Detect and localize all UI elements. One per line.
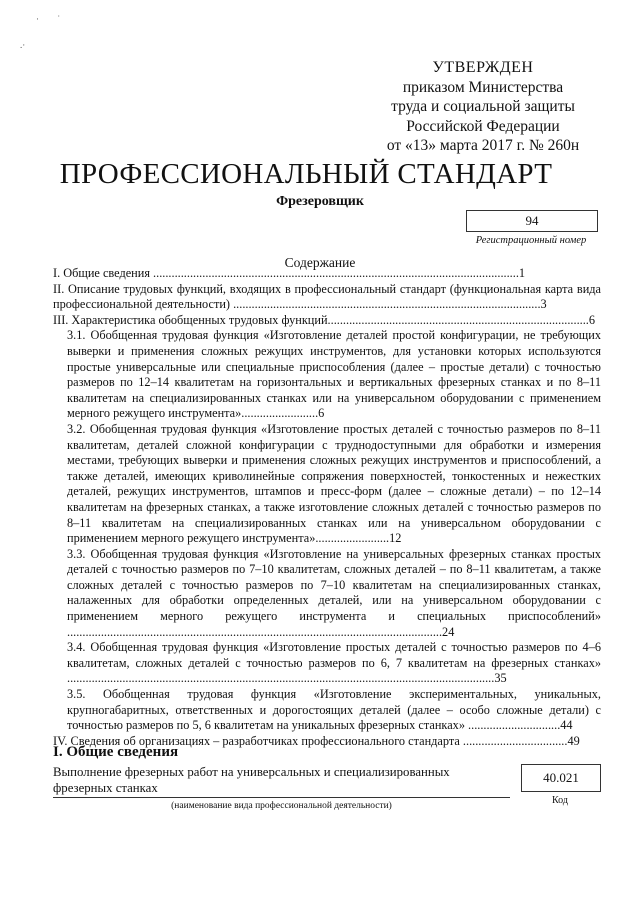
section-heading: I. Общие сведения <box>53 744 179 760</box>
table-of-contents <box>53 266 601 749</box>
activity-underline <box>53 797 510 798</box>
toc-item[interactable]: 3.4. Обобщенная трудовая функция «Изготовление простых деталей с точностью размеров по 4–6 квалитетам, сложных деталей с точностью размеров по 6, 7 квалитетам на фрезерных станках» ...........................................................................................................................................35 <box>67 640 601 686</box>
toc-item[interactable]: 3.1. Обобщенная трудовая функция «Изготовление деталей простой конфигурации, не требующих выверки и применения сложных режущих инструментов, для установки которых используются простые универсальные или специальные приспособления (далее – простые детали) с точностью размеров по 12–14 квалитетам на горизонтальных и вертикальных фрезерных станках и по 8–11 квалитетам на специализированных станках или на универсальном оборудовании с применением мерного режущего инструмента».........................6 <box>67 328 601 421</box>
approval-heading: УТВЕРЖДЕН <box>432 59 534 76</box>
approval-block <box>358 58 608 156</box>
activity-name: Выполнение фрезерных работ на универсальных и специализированных фрезерных станках <box>53 765 450 795</box>
scan-marks-left: .· <box>20 40 26 50</box>
approval-line-3: Российской Федерации <box>406 117 560 135</box>
registration-number-box: 94 <box>466 210 598 232</box>
toc-heading: Содержание <box>284 255 356 270</box>
toc-item[interactable]: III. Характеристика обобщенных трудовых функций.....................................................................................6 <box>53 312 596 327</box>
scan-marks-top: · ˙ <box>36 14 69 24</box>
activity-code-box: 40.021 <box>521 764 601 792</box>
toc-item[interactable]: 3.5. Обобщенная трудовая функция «Изготовление экспериментальных, уникальных, крупногабаритных, ответственных и дорогостоящих деталей (далее – особо сложные детали) с точностью размеров по 5, 6 квалитетам на уникальных фрезерных станках» ..............................44 <box>67 687 601 733</box>
approval-line-2: труда и социальной защиты <box>391 98 575 115</box>
toc-item[interactable]: I. Общие сведения .......................................................................................................................1 <box>53 266 526 280</box>
toc-item[interactable]: 3.2. Обобщенная трудовая функция «Изготовление простых деталей с точностью размеров по 8–11 квалитетам, деталей сложной конфигурации с труднодоступными для обработки и измерения местами, требующих выверки и применения сложных режущих инструментов и приспособлений, а также деталей, имеющих криволинейные сопряжения поверхностей, тонкостенных и нежестких деталей, режущих инструментов, штампов и пресс-форм (далее – сложные детали) – по 12–14 квалитетам на фрезерных станках, а также изготовление сложных деталей с точностью размеров по 8–11 квалитетам на специализированных станках или на универсальном оборудовании с применением мерного режущего инструмента»........................12 <box>67 421 601 546</box>
approval-line-4: от «13» марта 2017 г. № 260н <box>386 137 580 154</box>
toc-item[interactable]: IV. Сведения об организациях – разработчиках профессионального стандарта ..................................49 <box>53 733 580 748</box>
activity-caption: (наименование вида профессиональной деятельности) <box>171 801 392 811</box>
toc-item[interactable]: II. Описание трудовых функций, входящих в профессиональный стандарт (функциональная карта вида профессиональной деятельности) ....................................................................................................3 <box>53 281 601 312</box>
registration-number-label: Регистрационный номер <box>475 235 587 246</box>
approval-line-1: приказом Министерства <box>402 78 564 96</box>
document-title: ПРОФЕССИОНАЛЬНЫЙ СТАНДАРТ <box>59 158 553 190</box>
toc-item[interactable]: 3.3. Обобщенная трудовая функция «Изготовление на универсальных фрезерных станках простых деталей с точностью размеров по 7–10 квалитетам, сложных деталей – по 8–11 квалитетам, а также сложных деталей с точностью размеров по 7–10 квалитетам на специализированных станках, налаженных для обработки определенных деталей, или на универсальном оборудовании с применением мерного режущего инструмента и специальных приспособлений» ..........................................................................................................................24 <box>67 546 601 639</box>
document-subtitle: Фрезеровщик <box>276 194 364 209</box>
activity-code-label: Код <box>552 795 568 806</box>
